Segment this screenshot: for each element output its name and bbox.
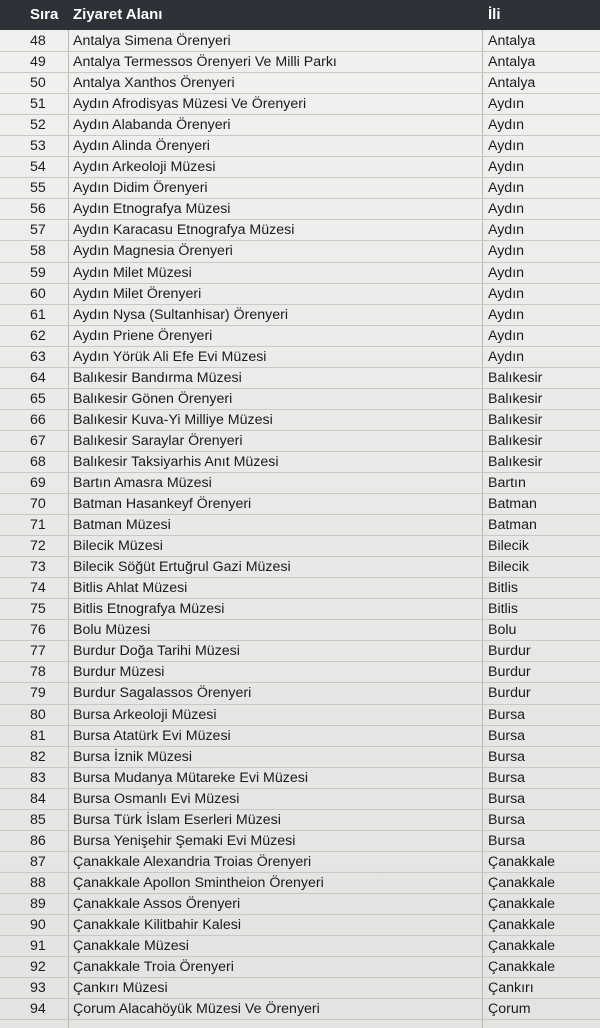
province: Bitlis [488,601,518,618]
site-name: Bursa Osmanlı Evi Müzesi [73,790,240,807]
row-number: 63 [30,348,46,365]
site-name: Aydın Afrodisyas Müzesi Ve Örenyeri [73,96,307,113]
row-number: 61 [30,306,46,323]
site-name: Aydın Didim Örenyeri [73,180,208,197]
site-name: Çanakkale Müzesi [73,938,189,955]
site-name: Bursa Mudanya Mütareke Evi Müzesi [73,769,308,786]
table-row [0,978,600,999]
row-number: 91 [30,938,46,955]
row-number: 92 [30,959,46,976]
site-name: Antalya Simena Örenyeri [73,33,231,49]
site-name: Balıkesir Saraylar Örenyeri [73,432,243,449]
table-row [0,94,600,115]
row-number: 48 [30,33,46,49]
province: Bolu [488,622,517,639]
site-name: Çanakkale Kilitbahir Kalesi [73,916,241,933]
table-row [0,536,600,557]
site-name: Aydın Milet Örenyeri [73,285,202,302]
table-row [0,999,600,1020]
table-row [0,410,600,431]
table-row [0,73,600,94]
province: Çanakkale [488,959,556,976]
row-number: 52 [30,117,46,134]
table-row [0,241,600,262]
province: Bursa [488,832,526,849]
row-number: 70 [30,496,46,513]
site-name: Aydın Arkeoloji Müzesi [73,159,216,176]
province: Antalya [488,54,536,71]
province: Burdur [488,664,531,681]
row-number: 53 [30,138,46,155]
row-number: 55 [30,180,46,197]
row-number: 88 [30,874,46,891]
table-row [0,662,600,683]
row-number: 77 [30,643,46,660]
site-name: Bilecik Söğüt Ertuğrul Gazi Müzesi [73,559,291,576]
table-header [0,0,600,30]
row-number: 90 [30,916,46,933]
row-number: 82 [30,748,46,765]
row-number: 57 [30,222,46,239]
table-body [0,31,600,1020]
site-name: Bartın Amasra Müzesi [73,474,212,491]
province: Batman [488,517,537,534]
site-name: Bitlis Ahlat Müzesi [73,580,188,597]
province: Burdur [488,685,531,702]
row-number: 49 [30,54,46,71]
site-name: Balıkesir Taksiyarhis Anıt Müzesi [73,453,279,470]
row-number: 66 [30,411,46,428]
row-number: 65 [30,390,46,407]
province: Aydın [488,222,525,239]
row-number: 68 [30,453,46,470]
site-name: Çanakkale Apollon Smintheion Örenyeri [73,874,324,891]
site-name: Bursa Yenişehir Şemaki Evi Müzesi [73,832,296,849]
province: Aydın [488,327,525,344]
province: Aydın [488,285,525,302]
site-name: Çanakkale Assos Örenyeri [73,895,241,912]
site-name: Aydın Alinda Örenyeri [73,138,210,155]
province: Çanakkale [488,853,556,870]
table-row [0,852,600,873]
header-sira: Sıra [30,6,59,23]
province: Aydın [488,180,525,197]
site-name: Antalya Termessos Örenyeri Ve Milli Parkı [73,54,337,71]
row-number: 89 [30,895,46,912]
table-row [0,305,600,326]
site-name: Balıkesir Kuva-Yi Milliye Müzesi [73,411,273,428]
site-name: Aydın Etnografya Müzesi [73,201,231,218]
row-number: 58 [30,243,46,260]
site-name: Burdur Doğa Tarihi Müzesi [73,643,240,660]
site-name: Antalya Xanthos Örenyeri [73,75,235,92]
province: Bitlis [488,580,518,597]
row-number: 59 [30,264,46,281]
row-number: 76 [30,622,46,639]
province: Aydın [488,306,525,323]
table-row [0,115,600,136]
table-row [0,452,600,473]
province: Çorum [488,1001,531,1018]
row-number: 71 [30,517,46,534]
table-row [0,52,600,73]
row-number: 50 [30,75,46,92]
table-row [0,326,600,347]
table-row [0,31,600,52]
table-row [0,957,600,978]
province: Batman [488,496,537,513]
row-number: 72 [30,538,46,555]
table-row [0,515,600,536]
table-row [0,620,600,641]
province: Aydın [488,96,525,113]
province: Bursa [488,811,526,828]
row-number: 78 [30,664,46,681]
row-number: 51 [30,96,46,113]
table-row [0,894,600,915]
site-name: Batman Hasankeyf Örenyeri [73,496,252,513]
province: Çanakkale [488,874,556,891]
site-name: Balıkesir Bandırma Müzesi [73,369,242,386]
table-row [0,831,600,852]
site-name: Bursa Arkeoloji Müzesi [73,706,217,723]
province: Bursa [488,727,526,744]
table-row [0,347,600,368]
table-row [0,936,600,957]
header-ziyaret-alani: Ziyaret Alanı [73,6,163,23]
table-row [0,873,600,894]
table-row [0,641,600,662]
row-number: 83 [30,769,46,786]
row-number: 73 [30,559,46,576]
province: Balıkesir [488,390,543,407]
table-row [0,220,600,241]
province: Bursa [488,706,526,723]
row-number: 81 [30,727,46,744]
site-name: Bilecik Müzesi [73,538,163,555]
site-name: Aydın Alabanda Örenyeri [73,117,231,134]
site-name: Burdur Müzesi [73,664,165,681]
site-name: Bursa Atatürk Evi Müzesi [73,727,231,744]
table-row [0,768,600,789]
site-name: Bursa Türk İslam Eserleri Müzesi [73,811,281,828]
province: Bursa [488,769,526,786]
site-name: Aydın Yörük Ali Efe Evi Müzesi [73,348,267,365]
table-row [0,747,600,768]
site-name: Aydın Karacasu Etnografya Müzesi [73,222,295,239]
province: Aydın [488,243,525,260]
row-number: 69 [30,474,46,491]
site-name: Çanakkale Troia Örenyeri [73,959,234,976]
table-row [0,284,600,305]
row-number: 60 [30,285,46,302]
province: Balıkesir [488,432,543,449]
province: Burdur [488,643,531,660]
table-row [0,494,600,515]
province: Çanakkale [488,916,556,933]
table-row [0,810,600,831]
province: Balıkesir [488,453,543,470]
row-number: 86 [30,832,46,849]
province: Bursa [488,790,526,807]
site-name: Aydın Milet Müzesi [73,264,192,281]
table-row [0,683,600,704]
row-number: 87 [30,853,46,870]
site-name: Aydın Nysa (Sultanhisar) Örenyeri [73,306,289,323]
province: Aydın [488,117,525,134]
table-row [0,389,600,410]
province: Balıkesir [488,411,543,428]
row-number: 67 [30,432,46,449]
row-number: 54 [30,159,46,176]
table-row [0,726,600,747]
site-name: Batman Müzesi [73,517,171,534]
site-name: Aydın Priene Örenyeri [73,327,213,344]
row-number: 56 [30,201,46,218]
province: Aydın [488,201,525,218]
province: Çankırı [488,980,534,997]
row-number: 85 [30,811,46,828]
table-row [0,263,600,284]
site-name: Burdur Sagalassos Örenyeri [73,685,252,702]
table-row [0,178,600,199]
table-row [0,136,600,157]
site-name: Bitlis Etnografya Müzesi [73,601,225,618]
table-row [0,157,600,178]
table-row [0,557,600,578]
site-name: Aydın Magnesia Örenyeri [73,243,233,260]
row-number: 75 [30,601,46,618]
table-row [0,599,600,620]
province: Bilecik [488,559,529,576]
table-row [0,473,600,494]
row-number: 93 [30,980,46,997]
site-name: Bursa İznik Müzesi [73,748,193,765]
site-name: Balıkesir Gönen Örenyeri [73,390,233,407]
province: Çanakkale [488,895,556,912]
site-name: Çorum Alacahöyük Müzesi Ve Örenyeri [73,1001,320,1018]
province: Aydın [488,264,525,281]
table-row [0,199,600,220]
province: Bursa [488,748,526,765]
row-number: 64 [30,369,46,386]
table-row [0,431,600,452]
row-number: 74 [30,580,46,597]
site-name: Çankırı Müzesi [73,980,168,997]
row-number: 80 [30,706,46,723]
table-row [0,705,600,726]
province: Balıkesir [488,369,543,386]
table-row [0,789,600,810]
row-number: 84 [30,790,46,807]
province: Bilecik [488,538,529,555]
province: Bartın [488,474,526,491]
header-ili: İli [488,6,501,23]
province: Aydın [488,138,525,155]
row-number: 79 [30,685,46,702]
province: Aydın [488,159,525,176]
province: Antalya [488,33,536,49]
province: Aydın [488,348,525,365]
site-name: Çanakkale Alexandria Troias Örenyeri [73,853,312,870]
row-number: 62 [30,327,46,344]
province: Çanakkale [488,938,556,955]
row-number: 94 [30,1001,46,1018]
province: Antalya [488,75,536,92]
table-row [0,915,600,936]
table-row [0,368,600,389]
site-name: Bolu Müzesi [73,622,151,639]
table-row [0,578,600,599]
